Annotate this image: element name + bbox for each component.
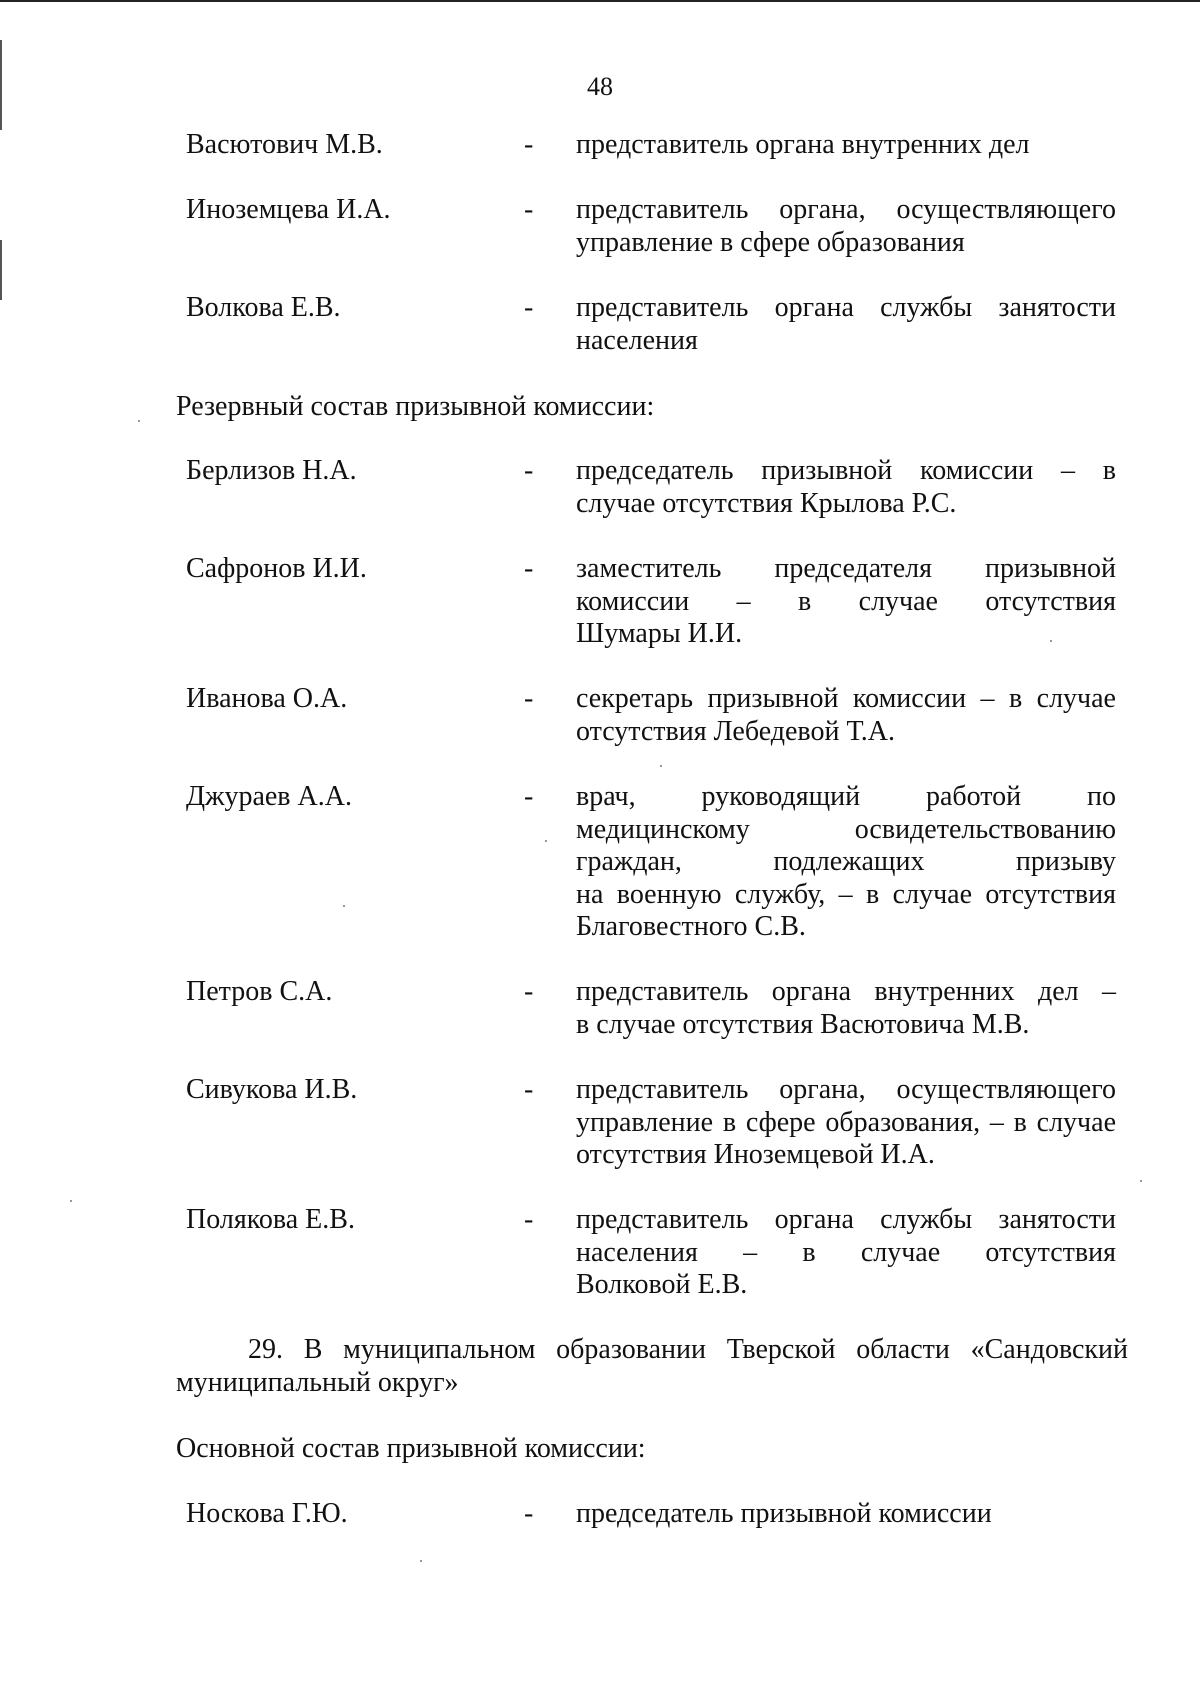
scan-speck <box>138 420 140 422</box>
scan-top-border <box>0 0 1200 2</box>
member-dash: - <box>524 976 534 1007</box>
member-name: Васютович М.В. <box>186 129 383 160</box>
role-line: комиссии – в случае отсутствия <box>576 585 1116 617</box>
role-line: населения – в случае отсутствия <box>576 1236 1116 1268</box>
role-line: представитель органа службы занятости <box>576 1204 1116 1235</box>
role-line: представитель органа внутренних дел <box>576 129 1030 160</box>
member-dash: - <box>524 1204 534 1235</box>
clause-paragraph <box>176 1334 1128 1399</box>
scan-speck <box>1140 1180 1142 1182</box>
role-line: представитель органа, осуществляющего <box>576 1074 1116 1105</box>
scan-left-edge <box>0 240 2 300</box>
member-dash: - <box>524 683 534 714</box>
member-role <box>576 976 1116 1041</box>
role-line: на военную службу, – в случае отсутствия <box>576 878 1116 910</box>
role-line: представитель органа внутренних дел – <box>576 976 1116 1007</box>
role-line: случае отсутствия Крылова Р.С. <box>576 487 957 519</box>
member-name: Сивукова И.В. <box>186 1074 358 1105</box>
role-line: заместитель председателя призывной <box>576 553 1116 584</box>
scan-speck <box>343 905 345 907</box>
member-name: Иноземцева И.А. <box>186 194 391 225</box>
role-line: председатель призывной комиссии <box>576 1498 992 1529</box>
member-dash: - <box>524 129 534 160</box>
member-dash: - <box>524 292 534 323</box>
member-role <box>576 683 1116 748</box>
role-line: Шумары И.И. <box>576 618 743 649</box>
member-role <box>576 194 1116 259</box>
role-line: отсутствия Иноземцевой И.А. <box>576 1139 935 1170</box>
member-dash: - <box>524 781 534 812</box>
clause-line: муниципальный округ» <box>176 1366 459 1398</box>
member-role <box>576 129 1116 162</box>
member-name: Сафронов И.И. <box>186 553 367 584</box>
member-name: Носкова Г.Ю. <box>186 1498 348 1529</box>
member-name: Полякова Е.В. <box>186 1204 355 1235</box>
scan-speck <box>420 1560 422 1562</box>
scan-speck <box>545 840 547 842</box>
role-line: граждан, подлежащих призыву <box>576 846 1116 877</box>
member-role <box>576 1074 1116 1172</box>
role-line: в случае отсутствия Васютовича М.В. <box>576 1008 1030 1040</box>
member-role <box>576 292 1116 357</box>
scan-speck <box>660 765 662 767</box>
member-dash: - <box>524 553 534 584</box>
page-number: 48 <box>587 72 613 101</box>
member-name: Берлизов Н.А. <box>186 455 357 486</box>
member-dash: - <box>524 194 534 225</box>
scan-speck <box>1050 640 1052 642</box>
member-dash: - <box>524 455 534 486</box>
role-line: секретарь призывной комиссии – в случае <box>576 683 1116 714</box>
member-role <box>576 781 1116 944</box>
member-name: Петров С.А. <box>186 976 333 1007</box>
role-line: населения <box>576 324 698 356</box>
member-role <box>576 553 1116 651</box>
member-role <box>576 455 1116 520</box>
member-dash: - <box>524 1498 534 1529</box>
member-name: Джураев А.А. <box>186 781 352 812</box>
member-name: Иванова О.А. <box>186 683 348 714</box>
main-heading: Основной состав призывной комиссии: <box>176 1433 646 1464</box>
role-line: управление в сфере образования, – в случае <box>576 1106 1116 1138</box>
role-line: врач, руководящий работой по <box>576 781 1116 812</box>
member-role <box>576 1498 1116 1531</box>
role-line: Благовестного С.В. <box>576 911 806 942</box>
clause-line: 29. В муниципальном образовании Тверской области «Сандовский <box>248 1334 1128 1365</box>
member-name: Волкова Е.В. <box>186 292 341 323</box>
member-dash: - <box>524 1074 534 1105</box>
role-line: представитель органа службы занятости <box>576 292 1116 323</box>
member-role <box>576 1204 1116 1302</box>
role-line: управление в сфере образования <box>576 226 965 258</box>
role-line: представитель органа, осуществляющего <box>576 194 1116 225</box>
role-line: медицинскому освидетельствованию <box>576 813 1116 845</box>
reserve-heading: Резервный состав призывной комиссии: <box>176 391 655 422</box>
role-line: Волковой Е.В. <box>576 1269 748 1300</box>
scan-speck <box>70 1200 72 1202</box>
role-line: председатель призывной комиссии – в <box>576 455 1116 486</box>
role-line: отсутствия Лебедевой Т.А. <box>576 715 895 747</box>
